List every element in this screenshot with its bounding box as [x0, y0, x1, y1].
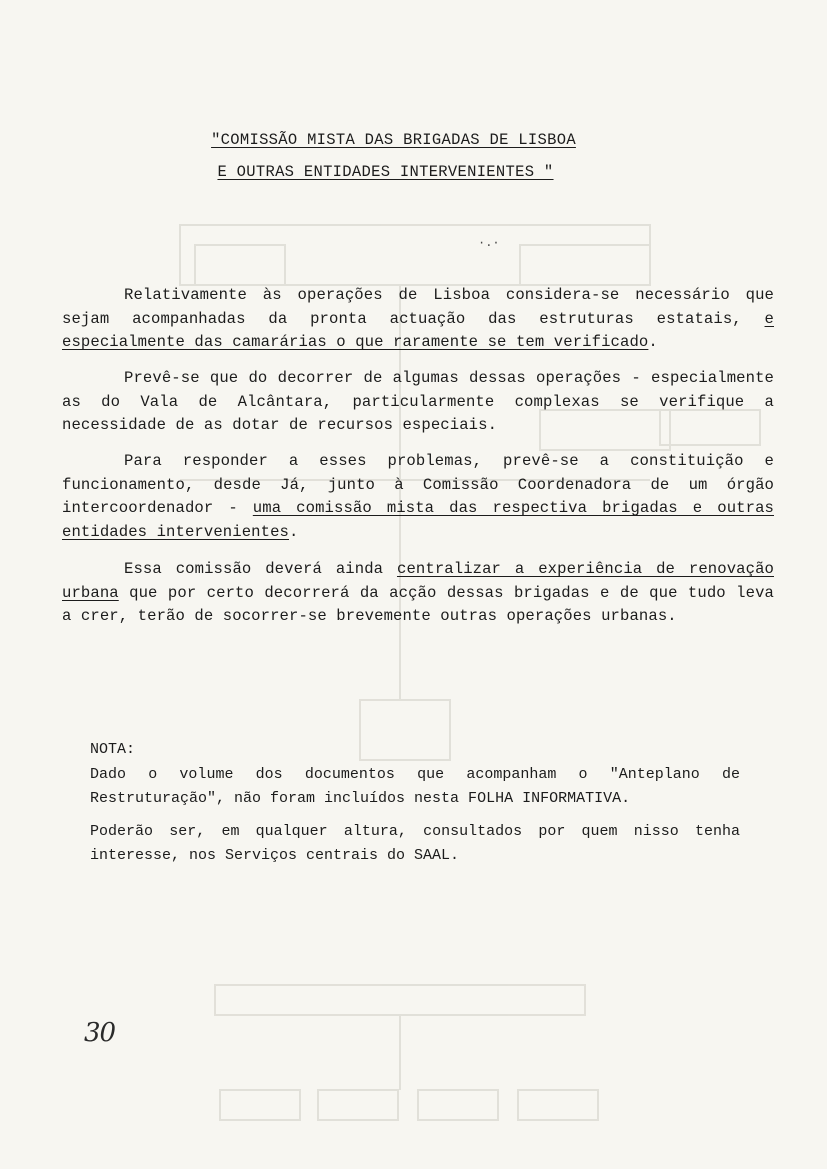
note-line-1: Dado o volume dos documentos que acompanham o "Anteplano de Restruturação", não foram incluídos nesta FOLHA INFORMATIVA. — [90, 766, 740, 807]
paragraph-1 — [62, 284, 774, 355]
pen-mark: ·.· — [478, 236, 500, 250]
note-label: NOTA: — [90, 741, 136, 758]
paragraph-4-underlined: centralizar a experiência de renovação urbana — [62, 560, 774, 602]
paragraph-4 — [62, 558, 774, 629]
paragraph-4-text: Essa comissão deverá ainda — [124, 560, 397, 578]
paragraph-3-underlined: uma comissão mista das respectiva brigadas e outras entidades intervenientes — [62, 499, 774, 541]
note-line-2: Poderão ser, em qualquer altura, consultados por quem nisso tenha interesse, nos Serviços centrais do SAAL. — [90, 823, 740, 864]
page-number: 30 — [84, 1018, 116, 1048]
paragraph-2: Prevê-se que do decorrer de algumas dessas operações - especialmente as do Vala de Alcântara, particularmente complexas se verifique a necessidade de as dotar de recursos especiais. — [62, 369, 774, 434]
document-title-line2: E OUTRAS ENTIDADES INTERVENIENTES " — [217, 163, 554, 181]
paragraph-3-end: . — [289, 522, 299, 541]
document-title-line1: "COMISSÃO MISTA DAS BRIGADAS DE LISBOA — [211, 131, 576, 149]
paragraph-1-text: Relativamente às operações de Lisboa considera-se necessário que sejam acompanhadas da pronta actuação das estruturas estatais, — [62, 286, 774, 328]
paragraph-4-end: que por certo decorrerá da acção dessas brigadas e de que tudo leva a crer, terão de socorrer-se brevemente outras operações urbanas. — [62, 583, 774, 625]
paragraph-3 — [62, 450, 774, 544]
paragraph-3-text: Para responder a esses problemas, prevê-se a constituição e funcionamento, desde Já, junto à Comissão Coordenadora de um órgão intercoordenador - — [62, 452, 774, 517]
paragraph-1-underlined: e especialmente das camarárias o que raramente se tem verificado — [62, 309, 774, 351]
paragraph-1-end: . — [648, 333, 658, 351]
